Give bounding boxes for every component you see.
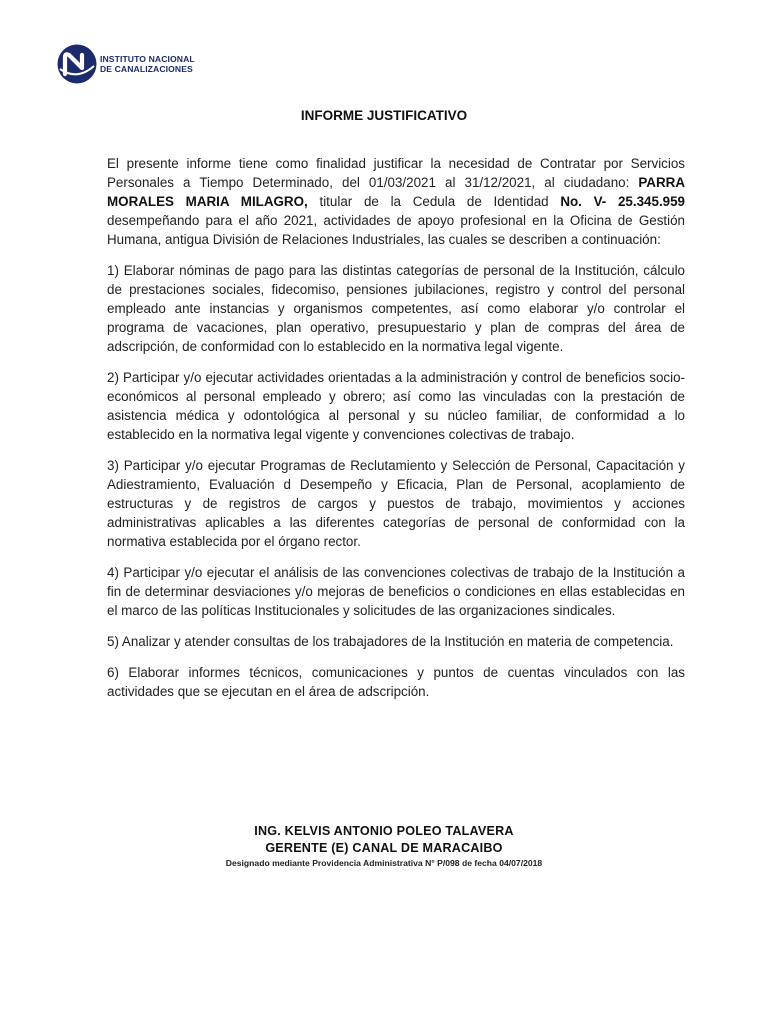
citizen-name: PARRA MORALES MARIA MILAGRO, bbox=[107, 175, 685, 209]
activity-item-4: 4) Participar y/o ejecutar el análisis de las convenciones colectivas de trabajo de la Institución a fin de determinar desviaciones y/o mejoras de beneficios o condiciones en ellas establecidas en el marco de las políticas Institucionales y solicitudes de las organizaciones sindicales. bbox=[107, 565, 685, 618]
institution-logo bbox=[56, 44, 216, 84]
intro-text-2: titular de la Cedula de Identidad bbox=[307, 194, 561, 209]
activity-item-2: 2) Participar y/o ejecutar actividades orientadas a la administración y control de beneficios socio-económicos al personal empleado y obrero; así como las vinculadas con la prestación de asistencia médica y odontológica al personal y su núcleo familiar, de conformidad a lo establecido en la normativa legal vigente y convenciones colectivas de trabajo. bbox=[107, 370, 685, 442]
signatory-name: ING. KELVIS ANTONIO POLEO TALAVERA bbox=[254, 824, 514, 838]
logo-line-1: INSTITUTO NACIONAL bbox=[100, 54, 195, 64]
signatory-role: GERENTE (E) CANAL DE MARACAIBO bbox=[265, 841, 503, 855]
activity-item-5: 5) Analizar y atender consultas de los trabajadores de la Institución en materia de competencia. bbox=[107, 634, 674, 649]
citizen-id: No. V- 25.345.959 bbox=[560, 194, 686, 209]
activity-item-1: 1) Elaborar nóminas de pago para las distintas categorías de personal de la Institución, cálculo de prestaciones sociales, fidecomiso, pensiones jubilaciones, registro y control del personal empleado ante instancias y organismos competentes, así como elaborar y/o controlar el programa de vacaciones, plan operativo, presupuestario y plan de compras del área de adscripción, de conformidad con lo establecido en la normativa legal vigente. bbox=[107, 263, 685, 354]
logo-text bbox=[100, 55, 195, 74]
intro-text-3: desempeñando para el año 2021, actividades de apoyo profesional en la Oficina de Gestión Humana, antigua División de Relaciones Industriales, las cuales se describen a continuación: bbox=[107, 213, 685, 247]
logo-icon bbox=[56, 44, 98, 84]
document-body bbox=[107, 154, 685, 713]
document-title: INFORME JUSTIFICATIVO bbox=[300, 108, 468, 123]
appointment-note: Designado mediante Providencia Administrativa N° P/098 de fecha 04/07/2018 bbox=[225, 858, 543, 868]
intro-text-1: El presente informe tiene como finalidad justificar la necesidad de Contratar por Servicios Personales a Tiempo Determinado, del 01/03/2021 al 31/12/2021, al ciudadano: bbox=[107, 156, 685, 190]
activity-item-3: 3) Participar y/o ejecutar Programas de Reclutamiento y Selección de Personal, Capacitación y Adiestramiento, Evaluación d Desempeño y Eficacia, Plan de Personal, acoplamiento de estructuras y de registros de cargos y puestos de trabajo, movimientos y acciones administrativas aplicables a las diferentes categorías de personal de conformidad con la normativa establecida por el órgano rector. bbox=[107, 458, 685, 549]
signature-block bbox=[0, 823, 768, 869]
intro-paragraph bbox=[107, 154, 685, 249]
logo-line-2: DE CANALIZACIONES bbox=[100, 63, 193, 74]
activity-item-6: 6) Elaborar informes técnicos, comunicaciones y puntos de cuentas vinculados con las actividades que se ejecutan en el área de adscripción. bbox=[107, 665, 685, 699]
